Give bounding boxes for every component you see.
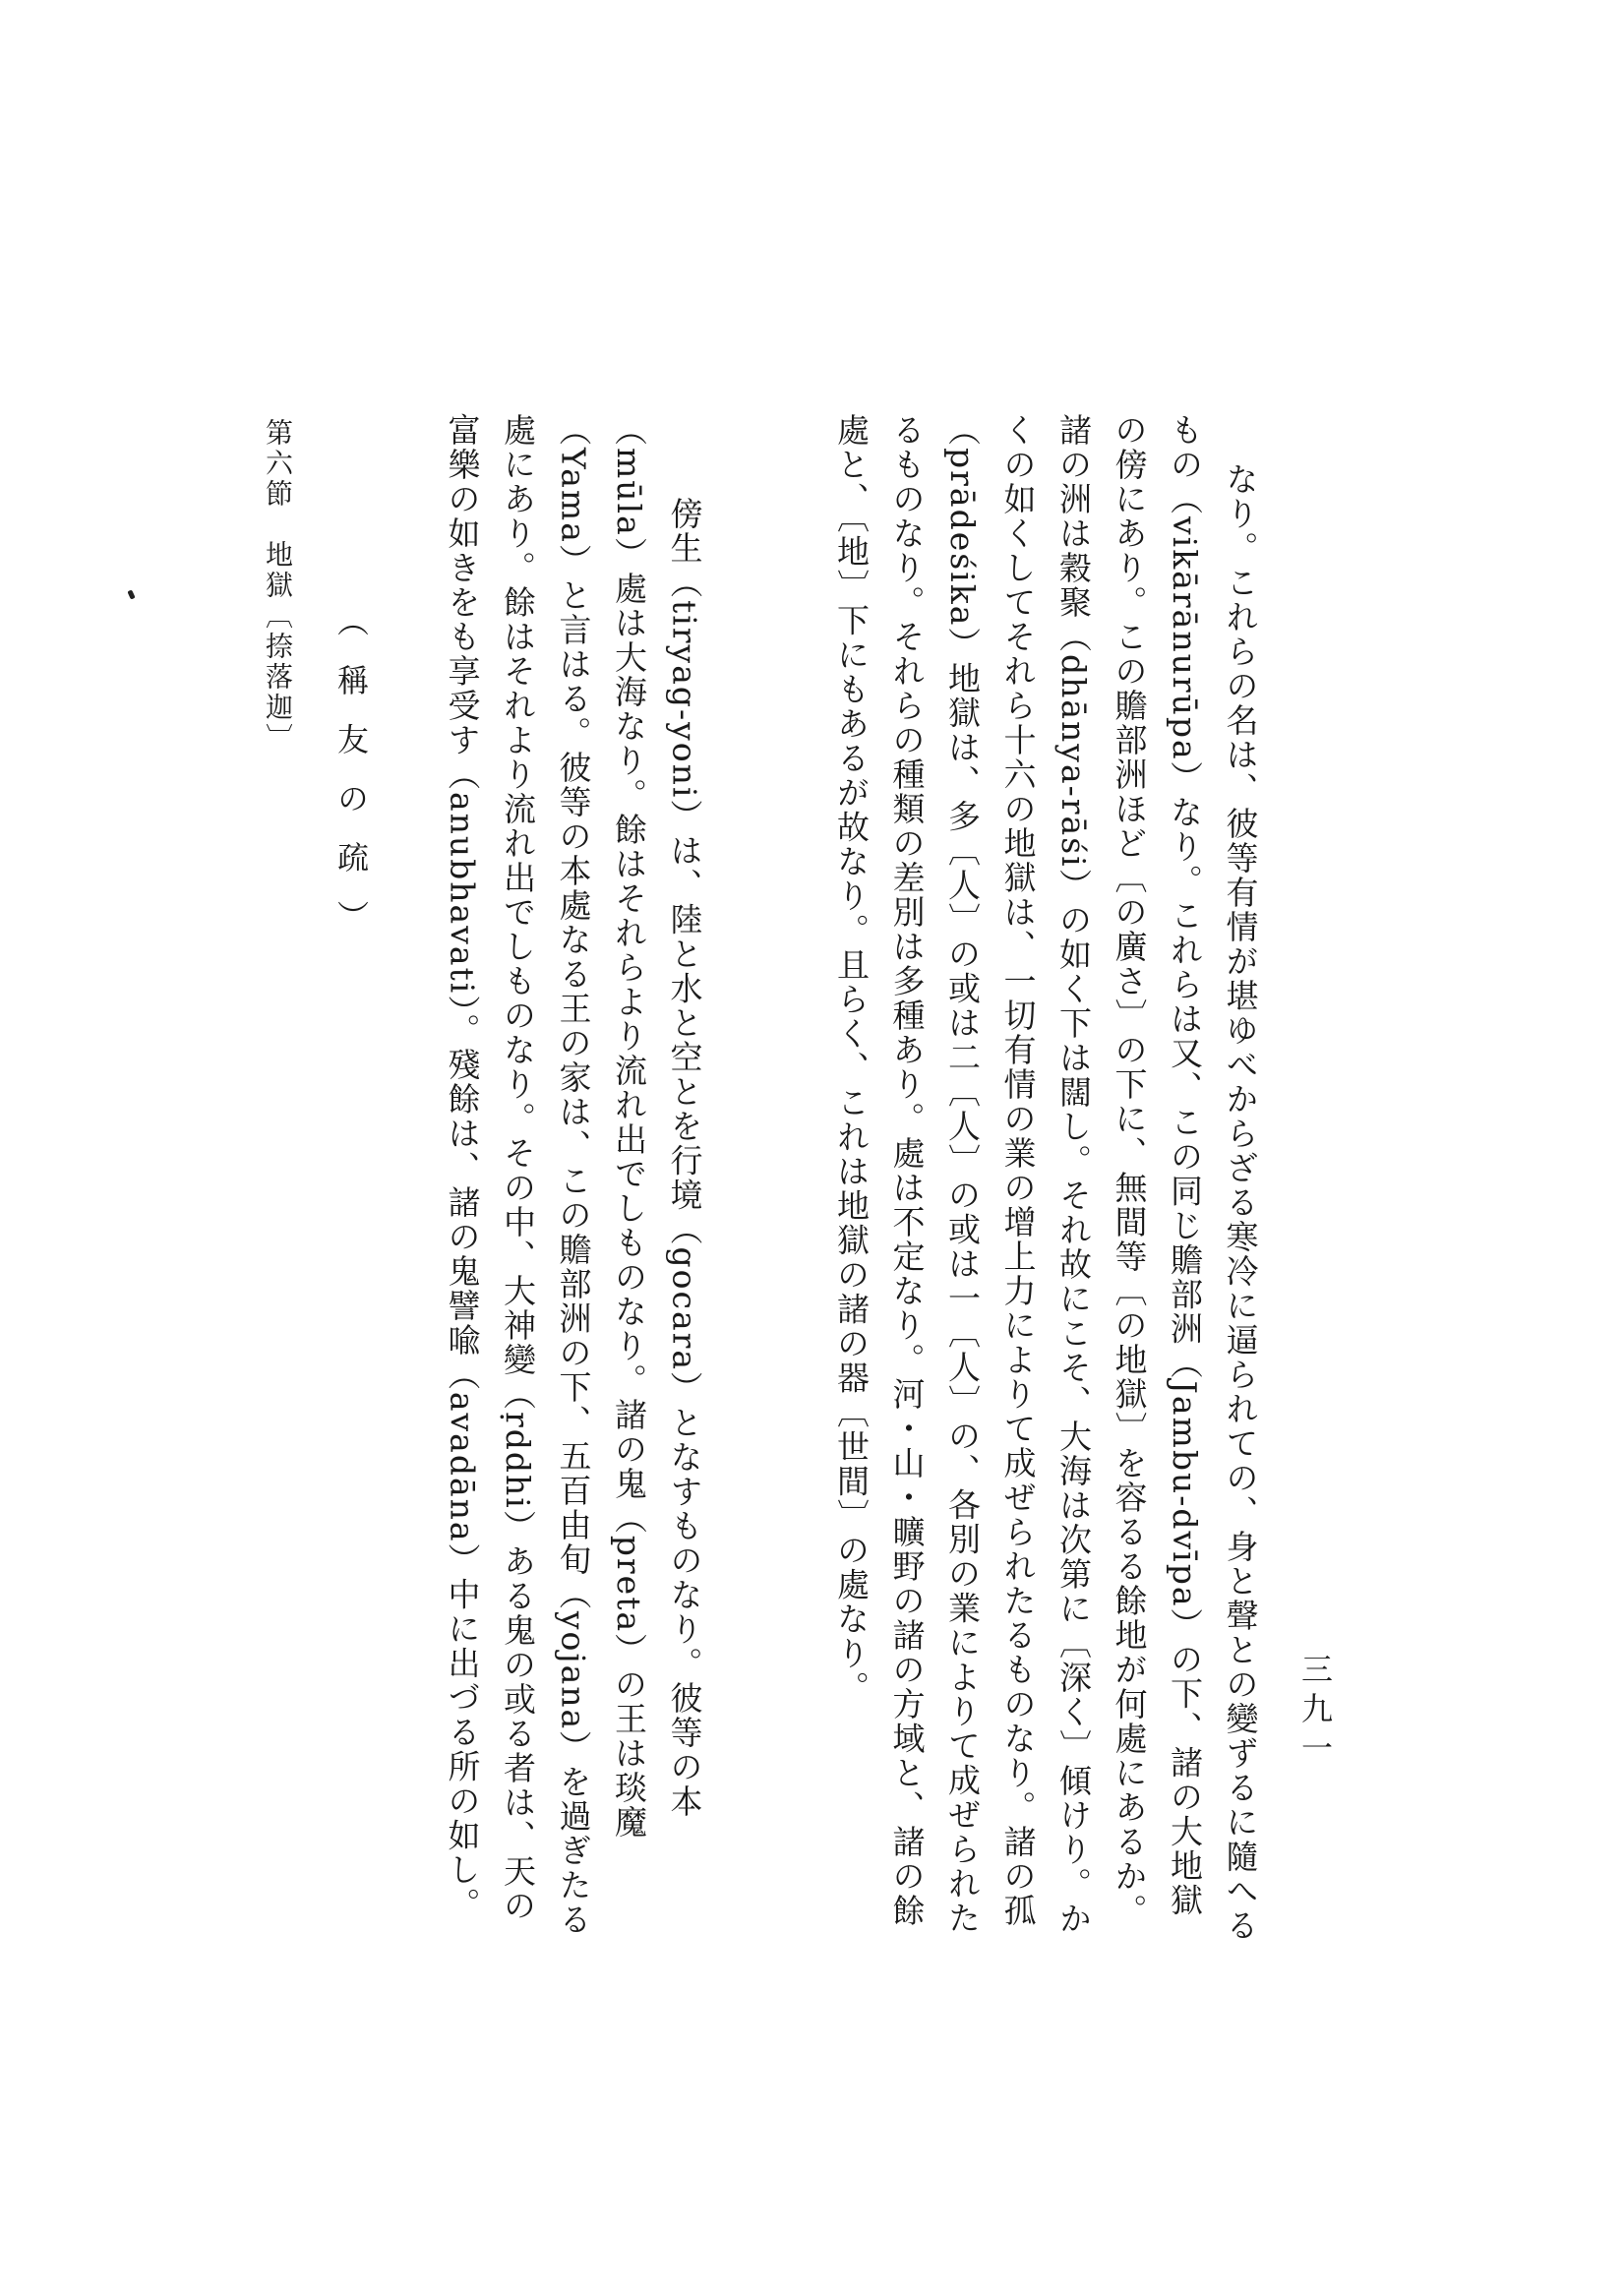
main-text [241, 413, 1323, 1948]
paragraph-2: 傍生（tiryag-yoni）は、陸と水と空とを行境（gocara）となすものなり。彼等の本（mūla）處は大海なり。餘はそれらより流れ出でしものなり。諸の鬼（preta）の王は琰魔（Yama）と言はる。彼等の本處なる王の家は、この贍部洲の下、五百由旬（yojana）を過ぎたる處にあり。餘はそれより流れ出でしものなり。その中、大神變（ṛddhi）ある鬼の或る者は、天の富樂の如きをも享受す（anubhavati）。殘餘は、諸の鬼譬喩（avadāna）中に出づる所の如し。 [443, 413, 704, 1938]
paragraph-1: なり。これらの名は、彼等有情が堪ゆべからざる寒冷に逼られての、身と聲との變ずるに隨へるもの（vikārānurūpa）なり。これらは又、この同じ贍部洲（Jambu-dvīpa）の下、諸の大地獄の傍にあり。この贍部洲ほど〔の廣さ〕の下に、無間等〔の地獄〕を容るる餘地が何處にあるか。諸の洲は穀聚（dhānya-rāśi）の如く下は闊し。それ故にこそ、大海は次第に〔深く〕傾けり。かくの如くしてそれら十六の地獄は、一切有情の業の增上力によりて成ぜられたるものなり。諸の孤（prādeśika）地獄は、多〔人〕の或は二〔人〕の或は一〔人〕の、各別の業によりて成ぜられたるものなり。それらの種類の差別は多種あり。處は不定なり。河・山・曠野の諸の方域と、諸の餘處と、〔地〕下にもあるが故なり。且らく、これは地獄の諸の器〔世間〕の處なり。 [832, 413, 1260, 1943]
running-header: 第六節 地獄〔捺落迦〕 [262, 418, 294, 754]
commentary-title: （稱友の疏） [332, 605, 370, 959]
ink-speck [127, 589, 135, 599]
page-number: 三九一 [1296, 1653, 1334, 1771]
